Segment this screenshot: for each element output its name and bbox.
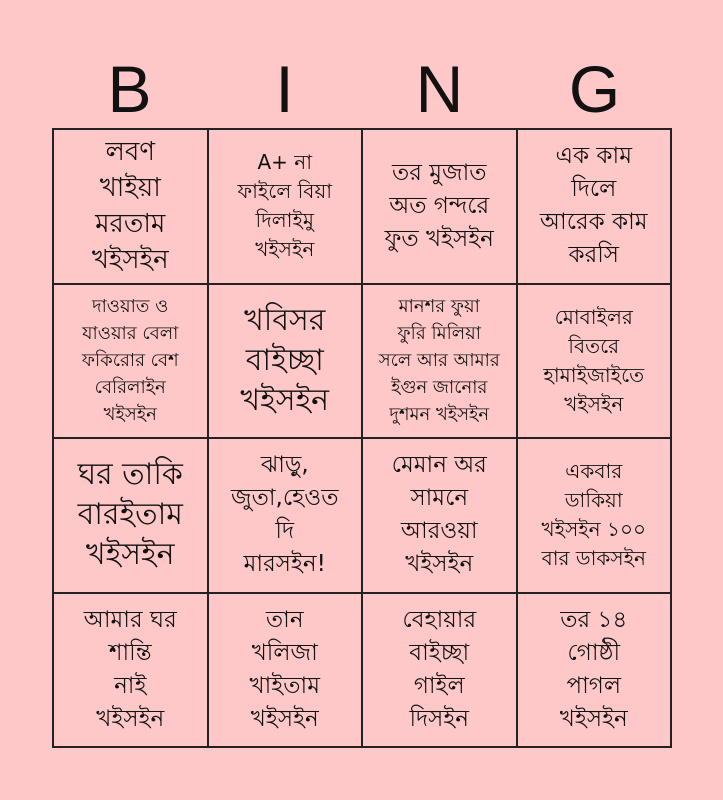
bingo-cell-r3-c1[interactable]	[54, 439, 209, 594]
bingo-cell-text: বেহায়ার বাইচ্ছা গাইল দিসইন	[402, 606, 477, 732]
bingo-cell-r1-c2[interactable]	[209, 130, 364, 285]
bingo-cell-text: খবিসর বাইচ্ছা খইসইন	[240, 302, 330, 418]
bingo-cell-r1-c1[interactable]	[54, 130, 209, 285]
bingo-header	[52, 50, 672, 128]
bingo-cell-text: তান খলিজা খাইতাম খইসইন	[249, 606, 320, 732]
header-letter-n: N	[415, 52, 464, 126]
bingo-cell-text: তর মুজাত অত গন্দরে ফুত খইসইন	[384, 159, 494, 252]
bingo-cell-r2-c4[interactable]	[518, 285, 673, 440]
bingo-cell-r4-c3[interactable]	[363, 594, 518, 749]
bingo-cell-text: আমার ঘর শান্তি নাই খইসইন	[83, 606, 177, 732]
bingo-cell-text: ঘর তাকি বারইতাম খইসইন	[77, 457, 183, 573]
bingo-cell-text: লবণ খাইয়া মরতাম খইসইন	[91, 137, 169, 276]
bingo-cell-text: মানশর ফুয়া ফুরি মিলিয়া সলে আর আমার ইগুন জানোর দুশমন খইসইন	[378, 296, 500, 426]
bingo-cell-text: এক কাম দিলে আরেক কাম করসি	[539, 143, 648, 269]
bingo-cell-r4-c2[interactable]	[209, 594, 364, 749]
bingo-cell-r4-c1[interactable]	[54, 594, 209, 749]
bingo-cell-r1-c3[interactable]	[363, 130, 518, 285]
bingo-cell-text: A+ না ফাইলে বিয়া দিলাইমু খইসইন	[237, 150, 333, 262]
bingo-cell-text: দাওয়াত ও যাওয়ার বেলা ফকিরোর বেশ বেরিলাইন খইসইন	[81, 296, 179, 426]
bingo-cell-text: ঝাড়ু, জুতা,হেওত দি মারসইন!	[231, 452, 339, 578]
bingo-cell-r2-c2[interactable]	[209, 285, 364, 440]
bingo-cell-r2-c3[interactable]	[363, 285, 518, 440]
bingo-cell-text: তর ১৪ গোষ্ঠী পাগল খইসইন	[559, 606, 628, 732]
bingo-cell-r1-c4[interactable]	[518, 130, 673, 285]
header-letter-b: B	[107, 52, 152, 126]
bingo-cell-text: মেমান অর সামনে আরওয়া খইসইন	[391, 452, 487, 578]
header-letter-i: I	[275, 52, 294, 126]
bingo-cell-text: মোবাইলর বিতরে হামাইজাইতে খইসইন	[543, 304, 645, 416]
bingo-cell-r3-c2[interactable]	[209, 439, 364, 594]
bingo-cell-text: একবার ডাকিয়া খইসইন ১০০ বার ডাকসইন	[541, 459, 646, 571]
header-letter-g: G	[568, 52, 621, 126]
bingo-cell-r3-c3[interactable]	[363, 439, 518, 594]
bingo-cell-r3-c4[interactable]	[518, 439, 673, 594]
bingo-board	[52, 128, 672, 748]
bingo-cell-r2-c1[interactable]	[54, 285, 209, 440]
bingo-cell-r4-c4[interactable]	[518, 594, 673, 749]
